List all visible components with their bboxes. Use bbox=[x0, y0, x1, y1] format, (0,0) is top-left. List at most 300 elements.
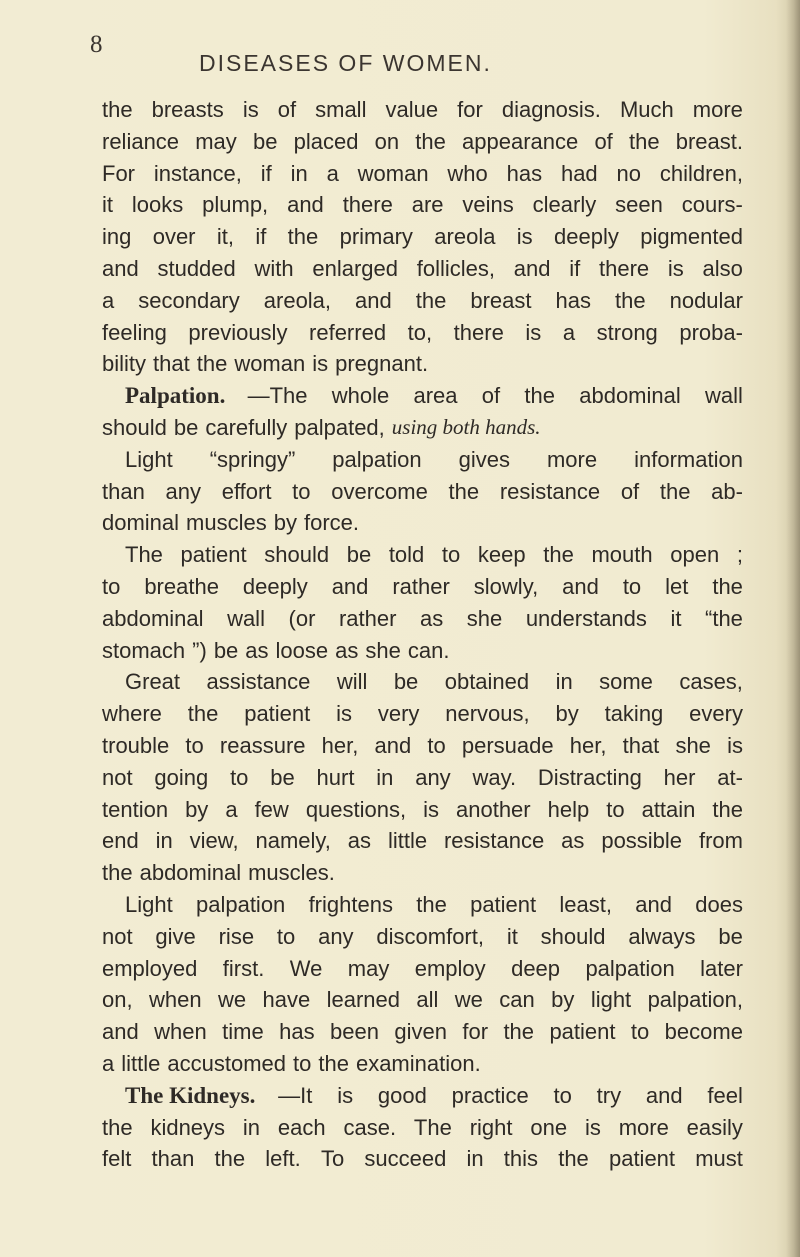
word: open bbox=[670, 542, 720, 568]
word: from bbox=[698, 828, 743, 854]
word: be bbox=[393, 669, 419, 695]
text-line bbox=[102, 444, 743, 476]
word: let bbox=[665, 573, 689, 599]
word: than bbox=[102, 478, 145, 504]
word: the bbox=[196, 351, 228, 377]
word: the bbox=[615, 287, 646, 313]
word: it bbox=[102, 192, 113, 218]
text-line bbox=[102, 539, 743, 571]
word: Much bbox=[619, 97, 674, 122]
word: any bbox=[165, 478, 202, 504]
word: resistance bbox=[443, 828, 545, 854]
word: abdominal bbox=[579, 383, 681, 409]
word: and bbox=[645, 1082, 683, 1108]
word: if bbox=[255, 224, 267, 250]
word: is bbox=[516, 224, 533, 250]
word: little bbox=[121, 1050, 161, 1076]
word: easily bbox=[686, 1114, 743, 1140]
word: pigmented bbox=[640, 224, 743, 250]
word: force. bbox=[303, 510, 360, 536]
text-line bbox=[102, 666, 743, 698]
word: it, bbox=[216, 224, 234, 250]
text-line bbox=[102, 1112, 743, 1144]
text-line bbox=[102, 762, 743, 794]
word: rather bbox=[392, 573, 450, 599]
word: is bbox=[525, 319, 542, 345]
word: that bbox=[622, 732, 660, 758]
word: nervous, bbox=[445, 701, 530, 727]
word: with bbox=[254, 255, 294, 281]
word: be bbox=[252, 128, 278, 154]
word: discomfort, bbox=[376, 923, 484, 949]
word: —It bbox=[278, 1082, 313, 1108]
word: questions, bbox=[305, 796, 407, 822]
word: follicles, bbox=[416, 255, 496, 281]
word: Great bbox=[125, 669, 181, 695]
word: clearly bbox=[532, 192, 597, 218]
word: patient bbox=[470, 891, 537, 917]
word: light bbox=[590, 987, 632, 1013]
word: namely, bbox=[255, 828, 331, 854]
word: loose bbox=[275, 637, 329, 663]
word: are bbox=[411, 192, 444, 218]
word: to bbox=[102, 573, 121, 599]
word: in bbox=[155, 828, 173, 854]
emphasis-using-both-hands: using both hands. bbox=[391, 414, 541, 439]
word: in bbox=[290, 160, 308, 186]
word: patient bbox=[608, 1146, 676, 1172]
text-line bbox=[102, 635, 743, 667]
word: palpation, bbox=[647, 987, 743, 1013]
word: may bbox=[347, 955, 390, 981]
word: for bbox=[462, 1019, 489, 1045]
word: give bbox=[155, 923, 196, 949]
word: the bbox=[416, 891, 447, 917]
running-title: DISEASES OF WOMEN. bbox=[199, 50, 492, 76]
word: a bbox=[562, 319, 576, 345]
text-line bbox=[102, 921, 743, 953]
word: Distracting bbox=[537, 764, 642, 790]
word: will bbox=[336, 669, 368, 695]
word: the bbox=[659, 478, 691, 504]
body-text bbox=[102, 94, 743, 1175]
word: breast. bbox=[675, 128, 743, 154]
text-line bbox=[102, 253, 743, 285]
word: to bbox=[606, 796, 625, 822]
word: to bbox=[185, 732, 204, 758]
word: to bbox=[276, 923, 296, 949]
word: left. bbox=[265, 1146, 301, 1172]
word: has bbox=[506, 160, 543, 186]
word: on bbox=[374, 128, 400, 154]
word: to, bbox=[407, 319, 433, 345]
word: to bbox=[230, 764, 249, 790]
word: examination. bbox=[355, 1050, 481, 1076]
word: to bbox=[622, 573, 642, 599]
paragraph-breast-signs bbox=[102, 94, 743, 380]
word: wall bbox=[705, 383, 743, 409]
word: patient bbox=[180, 542, 247, 568]
word: she bbox=[466, 605, 503, 631]
word: of bbox=[594, 128, 613, 154]
word: strong bbox=[596, 319, 658, 345]
word: the bbox=[214, 1146, 246, 1172]
word: a bbox=[102, 287, 115, 313]
word: placed bbox=[293, 128, 359, 154]
word: patient bbox=[549, 1019, 616, 1045]
text-line bbox=[102, 1048, 743, 1080]
word: the bbox=[524, 383, 555, 409]
text-line bbox=[102, 189, 743, 221]
word: area bbox=[413, 383, 458, 409]
word: reliance bbox=[102, 128, 180, 154]
word: mouth bbox=[591, 542, 653, 568]
word: as bbox=[561, 828, 585, 854]
word: We bbox=[289, 955, 323, 981]
word: employ bbox=[414, 955, 486, 981]
word: the bbox=[712, 573, 743, 599]
word: should bbox=[540, 923, 606, 949]
word: For bbox=[102, 160, 135, 186]
palpation-line-2 bbox=[102, 412, 743, 444]
word: stomach bbox=[102, 637, 186, 663]
word: to bbox=[553, 1082, 572, 1108]
word: “springy” bbox=[209, 446, 296, 472]
word: the bbox=[102, 97, 133, 122]
word: ”) bbox=[192, 637, 207, 663]
word: case. bbox=[343, 1114, 397, 1140]
word: rather bbox=[338, 605, 397, 631]
text-line bbox=[102, 348, 743, 380]
text-line bbox=[102, 507, 743, 539]
word: must bbox=[695, 1146, 743, 1172]
word: little bbox=[387, 828, 428, 854]
word: seen bbox=[615, 192, 663, 218]
word: to bbox=[293, 1050, 312, 1076]
word: in bbox=[242, 1114, 261, 1140]
word: more bbox=[546, 446, 598, 472]
word: she bbox=[365, 637, 401, 663]
section-heading-kidneys: The Kidneys. bbox=[125, 1082, 256, 1108]
word: muscles. bbox=[248, 860, 335, 886]
word: try bbox=[596, 1082, 622, 1108]
word: there bbox=[342, 192, 393, 218]
word: time bbox=[222, 1019, 264, 1045]
word: feeling bbox=[102, 319, 167, 345]
word: as bbox=[347, 828, 372, 854]
word: information bbox=[634, 446, 743, 472]
word: one bbox=[530, 1114, 568, 1140]
text-line bbox=[102, 285, 743, 317]
word: feel bbox=[707, 1082, 743, 1108]
word: if bbox=[569, 255, 581, 281]
word: frightens bbox=[308, 891, 393, 917]
word: patient bbox=[244, 701, 311, 727]
word: is bbox=[242, 97, 259, 122]
word: going bbox=[154, 764, 209, 790]
word: to bbox=[441, 542, 461, 568]
word: possible bbox=[601, 828, 683, 854]
word: practice bbox=[451, 1082, 529, 1108]
word: ab- bbox=[711, 478, 743, 504]
word: studded bbox=[157, 255, 236, 281]
text-line bbox=[102, 794, 743, 826]
text-line bbox=[102, 984, 743, 1016]
word: her bbox=[663, 764, 696, 790]
word: breasts bbox=[151, 97, 224, 122]
word: and bbox=[102, 1019, 139, 1045]
word: in bbox=[466, 1146, 484, 1172]
word: and bbox=[102, 255, 139, 281]
word: effort bbox=[221, 478, 272, 504]
word: as bbox=[419, 605, 444, 631]
word: areola, bbox=[263, 287, 332, 313]
text-line bbox=[102, 603, 743, 635]
word: felt bbox=[102, 1146, 132, 1172]
word: end bbox=[102, 828, 139, 854]
word: is bbox=[667, 255, 684, 281]
word: breathe bbox=[144, 573, 219, 599]
page-edge-shadow bbox=[786, 0, 800, 1257]
word: learned bbox=[326, 987, 400, 1013]
word: ing bbox=[102, 224, 132, 250]
word: when bbox=[148, 987, 202, 1013]
word: has bbox=[279, 1019, 315, 1045]
word: be bbox=[718, 923, 743, 949]
word: taking bbox=[604, 701, 664, 727]
word: least, bbox=[559, 891, 612, 917]
text-line bbox=[102, 889, 743, 921]
word: —The bbox=[247, 383, 308, 409]
word: a bbox=[225, 796, 238, 822]
word: the bbox=[628, 128, 660, 154]
word: is bbox=[584, 1114, 601, 1140]
text-line bbox=[102, 221, 743, 253]
word: value bbox=[385, 97, 439, 122]
word: way. bbox=[472, 764, 517, 790]
word: cours- bbox=[681, 192, 743, 218]
word: help bbox=[547, 796, 590, 822]
word: is bbox=[423, 796, 439, 822]
word: is bbox=[337, 1082, 354, 1108]
word: enlarged bbox=[312, 255, 399, 281]
word: muscles bbox=[186, 510, 267, 536]
word: where bbox=[102, 701, 162, 727]
word: veins bbox=[462, 192, 514, 218]
word: whole bbox=[331, 383, 390, 409]
word: attain bbox=[641, 796, 696, 822]
word: can bbox=[499, 987, 535, 1013]
word: palpation bbox=[332, 446, 422, 472]
word: we bbox=[217, 987, 247, 1013]
word: by bbox=[185, 796, 209, 822]
word: every bbox=[689, 701, 743, 727]
word: her, bbox=[321, 732, 359, 758]
word: trouble bbox=[102, 732, 170, 758]
word: the bbox=[415, 287, 447, 313]
word: any bbox=[415, 764, 451, 790]
word: is bbox=[312, 351, 329, 377]
word: the bbox=[318, 1050, 349, 1076]
word: rise bbox=[218, 923, 255, 949]
word: as bbox=[335, 637, 359, 663]
word: palpated, bbox=[294, 414, 385, 440]
word: more bbox=[692, 97, 743, 122]
word: cases, bbox=[679, 669, 743, 695]
word: if bbox=[260, 160, 272, 186]
word: tention bbox=[102, 796, 169, 822]
word: keep bbox=[477, 542, 526, 568]
page-number: 8 bbox=[90, 31, 103, 58]
text-line bbox=[102, 825, 743, 857]
word: as bbox=[245, 637, 269, 663]
word: of bbox=[620, 478, 640, 504]
word: few bbox=[254, 796, 289, 822]
word: very bbox=[377, 701, 420, 727]
word: is bbox=[727, 732, 743, 758]
word: should bbox=[264, 542, 330, 568]
word: the bbox=[287, 224, 319, 250]
word: first. bbox=[222, 955, 265, 981]
word: over bbox=[152, 224, 196, 250]
word: be bbox=[213, 637, 239, 663]
word: and bbox=[562, 573, 599, 599]
word: been bbox=[329, 1019, 379, 1045]
word: view, bbox=[189, 828, 239, 854]
word: not bbox=[102, 923, 133, 949]
word: employed bbox=[102, 955, 198, 981]
word: the bbox=[102, 860, 133, 886]
word: it bbox=[506, 923, 518, 949]
word: proba- bbox=[679, 319, 743, 345]
word: who bbox=[447, 160, 488, 186]
word: woman bbox=[234, 351, 306, 377]
word: obtained bbox=[444, 669, 530, 695]
word: resistance bbox=[499, 478, 601, 504]
word: and bbox=[635, 891, 672, 917]
word: persuade bbox=[461, 732, 554, 758]
word: areola bbox=[434, 224, 496, 250]
word: right bbox=[469, 1114, 513, 1140]
word: the bbox=[415, 128, 446, 154]
word: carefully bbox=[205, 414, 288, 440]
text-line bbox=[102, 126, 743, 158]
word: wall bbox=[227, 605, 265, 631]
word: when bbox=[154, 1019, 207, 1045]
text-line bbox=[102, 571, 743, 603]
word: than bbox=[151, 1146, 195, 1172]
word: can. bbox=[407, 637, 450, 663]
word: a bbox=[326, 160, 339, 186]
word: more bbox=[618, 1114, 669, 1140]
text-line bbox=[102, 158, 743, 190]
word: To bbox=[320, 1146, 345, 1172]
word: the bbox=[187, 701, 219, 727]
word: Light bbox=[125, 446, 173, 472]
text-line bbox=[102, 857, 743, 889]
word: appearance bbox=[462, 128, 579, 154]
word: the bbox=[712, 796, 743, 822]
word: told bbox=[388, 542, 425, 568]
word: instance, bbox=[153, 160, 242, 186]
word: on, bbox=[102, 987, 133, 1013]
word: should bbox=[102, 414, 167, 440]
word: had bbox=[560, 160, 598, 186]
text-line bbox=[102, 94, 743, 126]
word: looks bbox=[131, 192, 184, 218]
word: by bbox=[551, 987, 575, 1013]
word: good bbox=[377, 1082, 427, 1108]
word: there bbox=[453, 319, 504, 345]
word: woman bbox=[357, 160, 429, 186]
word: deep bbox=[511, 955, 561, 981]
word: given bbox=[394, 1019, 447, 1045]
word: does bbox=[695, 891, 743, 917]
word: by bbox=[555, 701, 579, 727]
word: and bbox=[374, 732, 412, 758]
word: and bbox=[287, 192, 324, 218]
word: to bbox=[630, 1019, 650, 1045]
word: some bbox=[599, 669, 653, 695]
word: we bbox=[454, 987, 483, 1013]
word: in bbox=[555, 669, 573, 695]
word: diagnosis. bbox=[501, 97, 601, 122]
word: breast bbox=[470, 287, 532, 313]
word: this bbox=[503, 1146, 539, 1172]
word: a bbox=[102, 1050, 115, 1076]
word: primary bbox=[339, 224, 413, 250]
word: has bbox=[555, 287, 591, 313]
word: not bbox=[102, 764, 133, 790]
text-line bbox=[102, 730, 743, 762]
word: of bbox=[481, 383, 501, 409]
word: palpation bbox=[195, 891, 286, 917]
word: be bbox=[346, 542, 372, 568]
word: that bbox=[153, 351, 190, 377]
paragraph-kidneys bbox=[102, 1112, 743, 1176]
word: for bbox=[457, 97, 483, 122]
paragraph-palpation-advice bbox=[102, 444, 743, 1080]
word: palpation bbox=[585, 955, 675, 981]
word: slowly, bbox=[473, 573, 539, 599]
word: previously bbox=[188, 319, 288, 345]
word: she bbox=[675, 732, 711, 758]
word: to bbox=[427, 732, 446, 758]
word: nodular bbox=[669, 287, 743, 313]
word: (or bbox=[288, 605, 316, 631]
word: small bbox=[315, 97, 367, 122]
text-line bbox=[102, 1016, 743, 1048]
word: have bbox=[262, 987, 311, 1013]
word: understands bbox=[525, 605, 647, 631]
word: always bbox=[628, 923, 696, 949]
word: secondary bbox=[138, 287, 240, 313]
word: abdominal bbox=[139, 860, 242, 886]
word: the bbox=[448, 478, 480, 504]
word: each bbox=[277, 1114, 326, 1140]
text-line bbox=[102, 1143, 743, 1175]
word: the bbox=[558, 1146, 589, 1172]
word: assistance bbox=[206, 669, 311, 695]
text-line bbox=[102, 698, 743, 730]
word: succeed bbox=[364, 1146, 447, 1172]
word: the bbox=[102, 1114, 133, 1140]
word: children, bbox=[659, 160, 743, 186]
word: gives bbox=[458, 446, 510, 472]
word: no bbox=[616, 160, 641, 186]
word: and bbox=[355, 287, 392, 313]
word: later bbox=[700, 955, 743, 981]
